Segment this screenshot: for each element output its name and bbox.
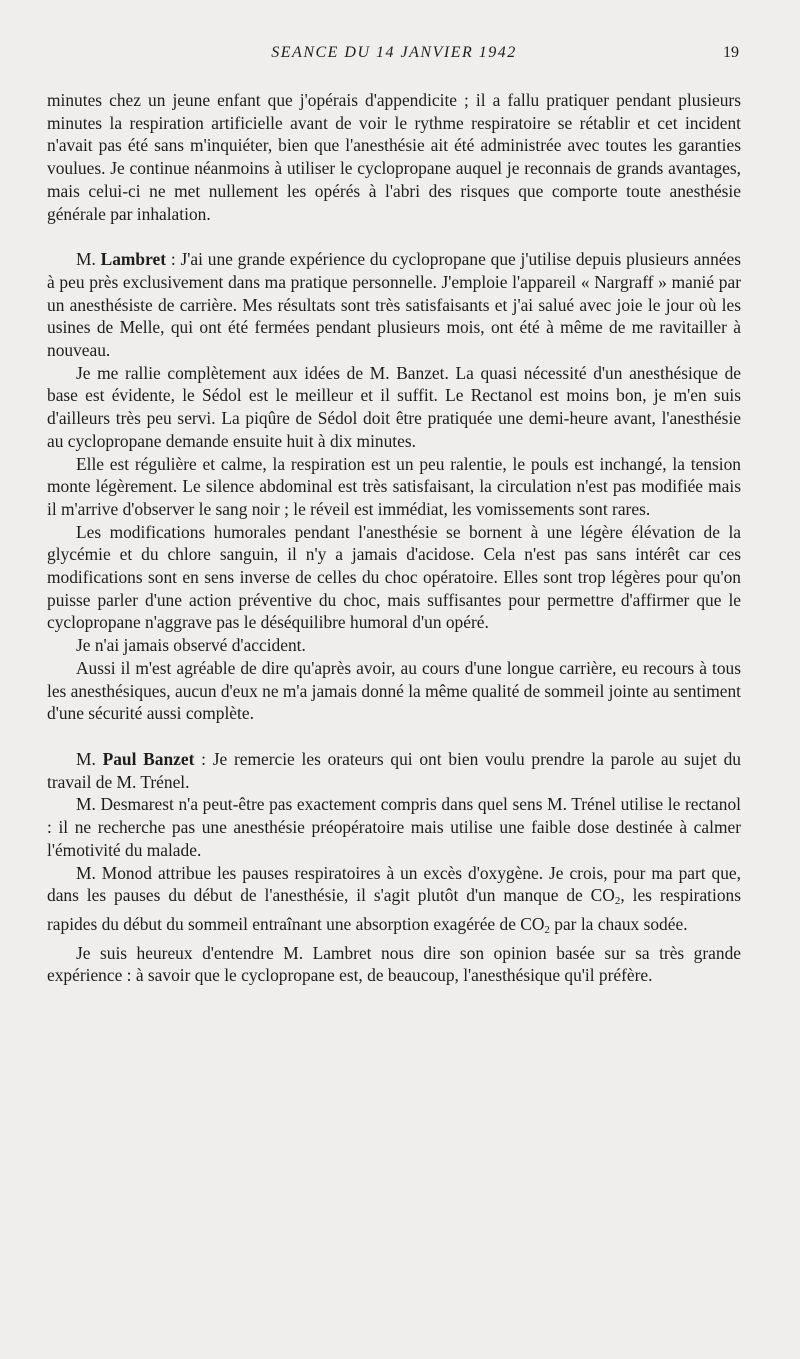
speaker-name: Paul Banzet [102, 748, 195, 769]
subscript: 2 [544, 923, 550, 936]
paragraph-text: , les respirations rapides du début du sommeil entraînant une absorption exagérée de CO [47, 885, 741, 934]
paragraph-lambret [47, 248, 741, 362]
body-text [47, 89, 741, 987]
paragraph-text: : J'ai une grande expérience du cyclopropane que j'utilise depuis plusieurs années à peu près exclusivement dans ma pratique personnelle. J'emploie l'appareil « Nargraff » manié par un anesthésiste de carrière. Mes résultats sont très satisfaisants et j'ai salué avec joie le jour où les usines de Melle, qui ont été fermées pendant plusieurs mois, ont été à même de me ravitailler à nouveau. [47, 249, 741, 361]
running-header [47, 44, 741, 70]
paragraph-text: par la chaux sodée. [549, 913, 688, 934]
speaker-prefix: M. [76, 249, 101, 270]
paragraph: Je suis heureux d'entendre M. Lambret nous dire son opinion basée sur sa très grande expérience : à savoir que le cyclopropane est, de beaucoup, l'anesthésique qu'il préfère. [47, 942, 741, 986]
paragraph: Les modifications humorales pendant l'anesthésie se bornent à une légère élévation de la glycémie et du chlore sanguin, il n'y a jamais d'acidose. Cela n'est pas sans intérêt car ces modifications sont en sens inverse de celles du choc opératoire. Elles sont trop légères pour qu'on puisse parler d'une action préventive du choc, mais suffisantes pour permettre d'affirmer que le cyclopropane n'aggrave pas le déséquilibre humoral d'un opéré. [47, 521, 741, 633]
paragraph-text: M. Monod attribue les pauses respiratoires à un excès d'oxygène. Je crois, pour ma part que, dans les pauses du début de l'anesthésie, il s'agit plutôt d'un manque de CO [47, 862, 741, 906]
running-title: SEANCE DU 14 JANVIER 1942 [271, 44, 517, 61]
paragraph-banzet [47, 748, 741, 793]
speaker-prefix: M. [76, 748, 103, 769]
paragraph: Je n'ai jamais observé d'accident. [76, 635, 306, 656]
paragraph: Aussi il m'est agréable de dire qu'après avoir, au cours d'une longue carrière, eu recours à tous les anesthésiques, aucun d'eux ne m'a jamais donné la même qualité de sommeil jointe au sentiment d'une sécurité aussi complète. [47, 657, 741, 724]
paragraph: Elle est régulière et calme, la respiration est un peu ralentie, le pouls est inchangé, la tension monte légèrement. Le silence abdominal est très satisfaisant, la circulation n'est pas modifiée mais il m'arrive d'observer le sang noir ; le réveil est immédiat, les vomissements sont rares. [47, 453, 741, 519]
paragraph: M. Desmarest n'a peut-être pas exactement compris dans quel sens M. Trénel utilise le rectanol : il ne recherche pas une anesthésie préopératoire mais utilise une faible dose destinée à calmer l'émotivité du malade. [47, 794, 741, 860]
paragraph-text: : Je remercie les orateurs qui ont bien voulu prendre la parole au sujet du travail de M. Trénel. [47, 748, 741, 792]
page-number: 19 [723, 44, 739, 61]
document-page [47, 44, 741, 987]
speaker-name: Lambret [100, 249, 167, 270]
paragraph-continuation: minutes chez un jeune enfant que j'opérais d'appendicite ; il a fallu pratiquer pendant plusieurs minutes la respiration artificielle avant de voir le rythme respiratoire se rétablir et cet incident n'avait pas été sans m'inquiéter, bien que l'anesthésie ait été administrée avec toutes les garanties voulues. Je continue néanmoins à utiliser le cyclopropane auquel je reconnais de grands avantages, mais celui-ci ne met nullement les opérés à l'abri des risques que comporte toute anesthésie générale par inhalation. [47, 90, 741, 224]
paragraph: Je me rallie complètement aux idées de M. Banzet. La quasi nécessité d'un anesthésique de base est évidente, le Sédol est le meilleur et il suffit. Le Rectanol est moins bon, je m'en suis d'ailleurs très peu servi. La piqûre de Sédol doit être pratiquée une demi-heure avant, l'anesthésie au cyclopropane demande ensuite huit à dix minutes. [47, 362, 741, 451]
subscript: 2 [614, 895, 621, 908]
paragraph-co2 [47, 862, 741, 942]
